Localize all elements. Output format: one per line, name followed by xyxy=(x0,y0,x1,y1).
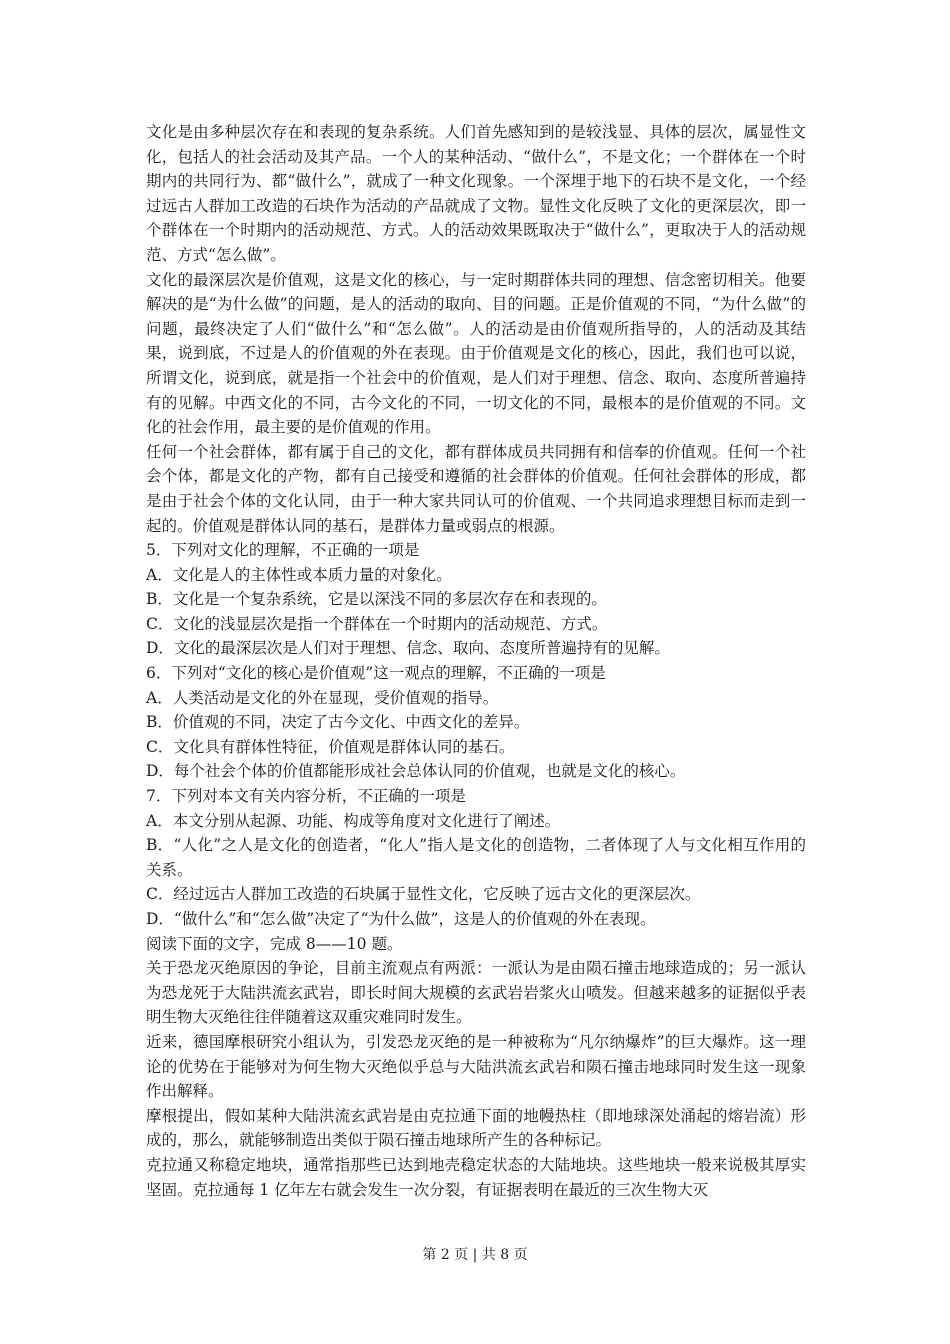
paragraph-dinosaur-debate: 关于恐龙灭绝原因的争论，目前主流观点有两派：一派认为是由陨石撞击地球造成的；另一派认为恐龙死于大陆洪流玄武岩，即长时间大规模的玄武岩岩浆火山喷发。但越来越多的证据似乎表明生物大灭绝往往伴随着这双重灾难同时发生。 xyxy=(146,959,806,1027)
question-7-option-d: D．“做什么”和“怎么做”决定了“为什么做”，这是人的价值观的外在表现。 xyxy=(146,910,656,928)
paragraph-group-identity: 任何一个社会群体，都有属于自己的文化，都有群体成员共同拥有和信奉的价值观。任何一个社会个体，都是文化的产物，都有自己接受和遵循的社会群体的价值观。任何社会群体的形成，都是由于社会个体的文化认同，由于一种大家共同认可的价值观、一个共同追求理想目标而走到一起的。价值观是群体认同的基石，是群体力量或弱点的根源。 xyxy=(146,442,806,535)
question-5-option-c: C．文化的浅显层次是指一个群体在一个时期内的活动规范、方式。 xyxy=(146,614,608,633)
reading-instruction: 阅读下面的文字，完成 8——10 题。 xyxy=(146,934,403,953)
page-number-footer: 第 2 页 | 共 8 页 xyxy=(422,1247,528,1263)
document-body xyxy=(146,120,806,1202)
question-5-option-b: B．文化是一个复杂系统，它是以深浅不同的多层次存在和表现的。 xyxy=(146,590,607,609)
question-7-option-c: C．经过远古人群加工改造的石块属于显性文化，它反映了远古文化的更深层次。 xyxy=(146,885,701,904)
paragraph-value-core: 文化的最深层次是价值观，这是文化的核心，与一定时期群体共同的理想、信念密切相关。他要解决的是“为什么做”的问题，是人的活动的取向、目的问题。正是价值观的不同，“为什么做”的问题，最终决定了人们“做什么”和“怎么做”。人的活动是由价值观所指导的，人的活动及其结果，说到底，不过是人的价值观的外在表现。由于价值观是文化的核心，因此，我们也可以说，所谓文化，说到底，就是指一个社会中的价值观，是人们对于理想、信念、取向、态度所普遍持有的见解。中西文化的不同，古今文化的不同，一切文化的不同，最根本的是价值观的不同。文化的社会作用，最主要的是价值观的作用。 xyxy=(146,270,806,437)
question-7-option-b: B．“人化”之人是文化的创造者，“化人”指人是文化的创造物，二者体现了人与文化相互作用的关系。 xyxy=(146,836,806,879)
paragraph-craton: 克拉通又称稳定地块，通常指那些已达到地壳稳定状态的大陆地块。这些地块一般来说极其厚实坚固。克拉通每 1 亿年左右就会发生一次分裂，有证据表明在最近的三次生物大灭 xyxy=(146,1155,806,1199)
question-7-stem: 7．下列对本文有关内容分析，不正确的一项是 xyxy=(146,787,466,806)
question-5-option-a: A．文化是人的主体性或本质力量的对象化。 xyxy=(146,565,452,584)
question-6-option-c: C．文化具有群体性特征，价值观是群体认同的基石。 xyxy=(146,737,515,756)
question-6-option-b: B．价值观的不同，决定了古今文化、中西文化的差异。 xyxy=(146,713,530,732)
question-5-option-d: D．文化的最深层次是人们对于理想、信念、取向、态度所普遍持有的见解。 xyxy=(146,639,670,658)
paragraph-morgan-proposal: 摩根提出，假如某种大陆洪流玄武岩是由克拉通下面的地幔热柱（即地球深处涌起的熔岩流）形成的，那么，就能够制造出类似于陨石撞击地球所产生的各种标记。 xyxy=(146,1106,806,1150)
question-5-stem: 5．下列对文化的理解，不正确的一项是 xyxy=(146,541,420,560)
question-6-stem: 6．下列对“文化的核心是价值观”这一观点的理解，不正确的一项是 xyxy=(146,664,606,683)
question-6-option-a: A．人类活动是文化的外在显现，受价值观的指导。 xyxy=(146,688,499,707)
paragraph-verne-explosion: 近来，德国摩根研究小组认为，引发恐龙灭绝的是一种被称为“凡尔纳爆炸”的巨大爆炸。这一理论的优势在于能够对为何生物大灭绝似乎总与大陆洪流玄武岩和陨石撞击地球同时发生这一现象作出解释。 xyxy=(146,1032,806,1101)
question-7-option-a: A．本文分别从起源、功能、构成等角度对文化进行了阐述。 xyxy=(146,811,561,830)
paragraph-culture-layers: 文化是由多种层次存在和表现的复杂系统。人们首先感知到的是较浅显、具体的层次，属显性文化，包括人的社会活动及其产品。一个人的某种活动、“做什么”，不是文化；一个群体在一个时期内的共同行为、都“做什么”，就成了一种文化现象。一个深埋于地下的石块不是文化，一个经过远古人群加工改造的石块作为活动的产品就成了文物。显性文化反映了文化的更深层次，即一个群体在一个时期内的活动规范、方式。人的活动效果既取决于“做什么”，更取决于人的活动规范、方式“怎么做”。 xyxy=(146,123,806,264)
question-6-option-d: D．每个社会个体的价值都能形成社会总体认同的价值观，也就是文化的核心。 xyxy=(146,762,686,781)
